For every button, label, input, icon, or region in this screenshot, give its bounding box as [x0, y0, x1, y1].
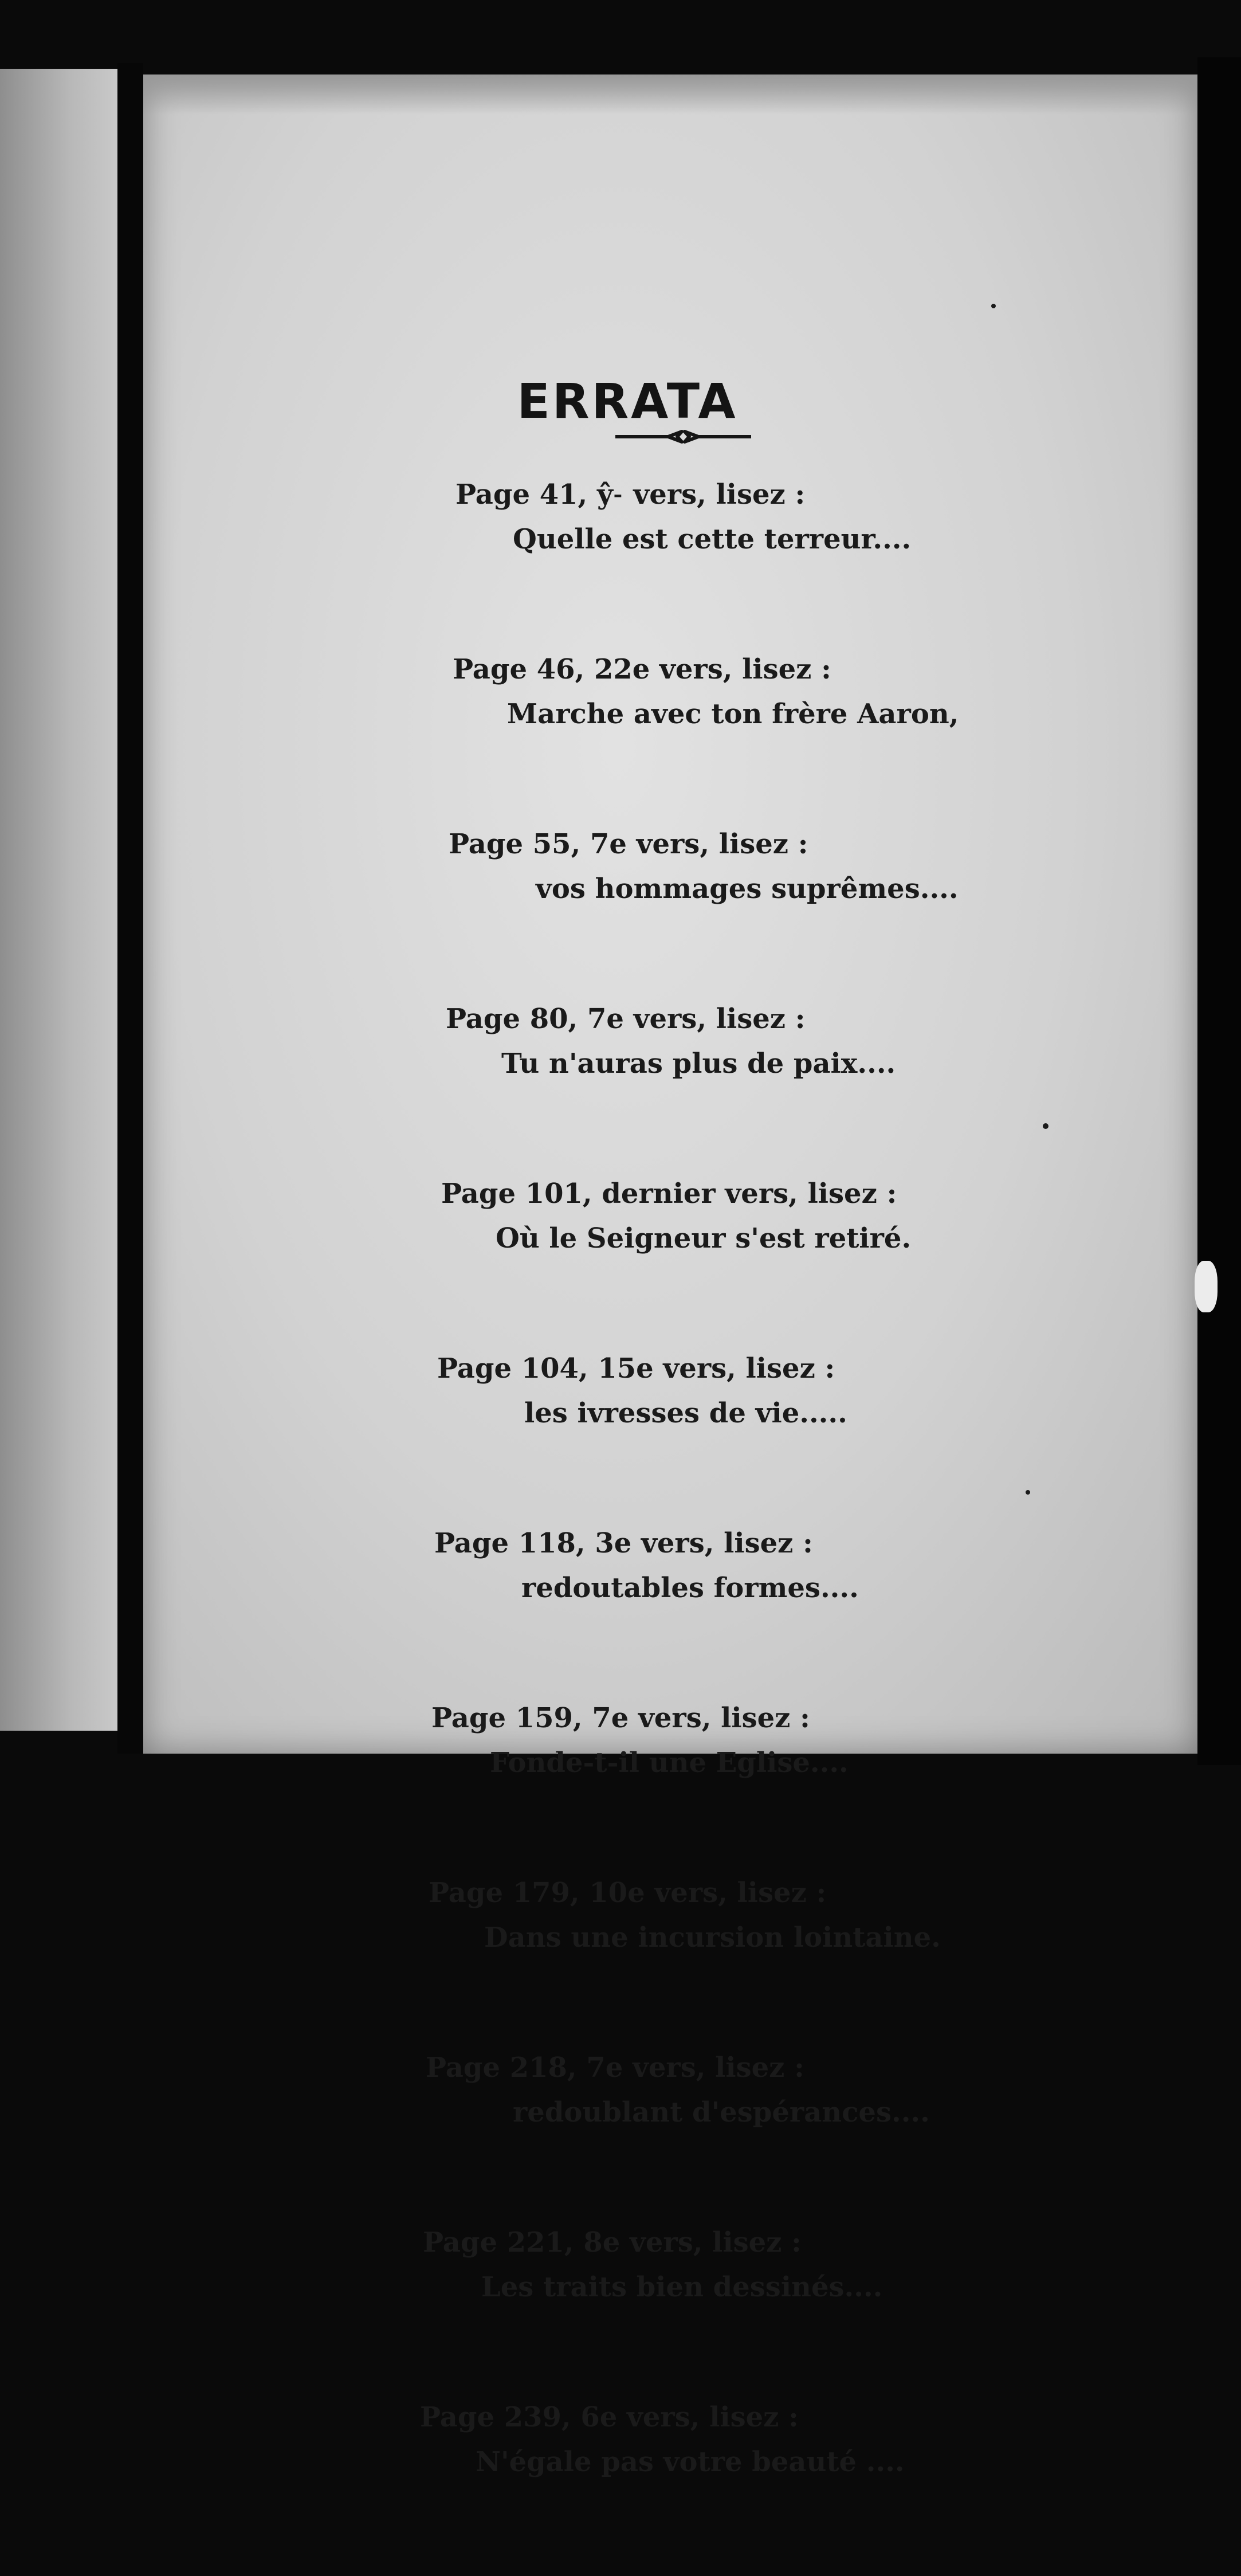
errata-entry	[0, 653, 1241, 828]
corrected-text: Fonde-t-il une Eglise....	[490, 1747, 849, 1779]
corrected-text: Quelle est cette terreur....	[513, 523, 912, 555]
page-reference: Page 179, 10e vers, lisez :	[429, 1877, 827, 1909]
page-reference: Page 218, 7e vers, lisez :	[426, 2052, 804, 2084]
errata-entry	[0, 2401, 1241, 2576]
page-top-edge	[143, 75, 1197, 115]
page-reference: Page 80, 7e vers, lisez :	[446, 1003, 806, 1035]
corrected-text: Marche avec ton frère Aaron,	[507, 698, 959, 730]
corrected-text: vos hommages suprêmes....	[536, 873, 959, 905]
page-reference: Page 101, dernier vers, lisez :	[441, 1178, 897, 1210]
page-reference: Page 104, 15e vers, lisez :	[437, 1352, 835, 1385]
page-reference: Page 239, 6e vers, lisez :	[420, 2401, 799, 2433]
errata-entry	[0, 1527, 1241, 1702]
page-reference: Page 55, 7e vers, lisez :	[449, 828, 808, 860]
errata-entry	[0, 1003, 1241, 1178]
corrected-text: redoutables formes....	[521, 1572, 859, 1604]
errata-entry	[0, 2052, 1241, 2226]
corrected-text: redoublant d'espérances....	[513, 2096, 930, 2128]
page-reference: Page 159, 7e vers, lisez :	[431, 1702, 810, 1734]
corrected-text: Les traits bien dessinés....	[481, 2271, 883, 2303]
ornament-divider	[613, 427, 753, 446]
page-reference: Page 46, 22e vers, lisez :	[453, 653, 831, 685]
page-reference: Page 221, 8e vers, lisez :	[423, 2226, 802, 2259]
page-reference: Page 118, 3e vers, lisez :	[434, 1527, 813, 1559]
page-title: ERRATA	[517, 373, 738, 430]
corrected-text: les ivresses de vie.....	[524, 1397, 847, 1429]
errata-entry	[0, 479, 1241, 653]
errata-entry	[0, 1877, 1241, 2052]
errata-entry	[0, 1178, 1241, 1352]
corrected-text: Dans une incursion lointaine.	[484, 1922, 941, 1954]
scan-speck	[991, 304, 996, 308]
errata-entry	[0, 1702, 1241, 1877]
corrected-text: Tu n'auras plus de paix....	[501, 1048, 896, 1080]
errata-entry	[0, 1352, 1241, 1527]
errata-list	[0, 479, 1241, 2576]
corrected-text: Où le Seigneur s'est retiré.	[496, 1222, 912, 1254]
page-reference: Page 41, ŷ˗ vers, lisez :	[455, 479, 806, 511]
errata-entry	[0, 2226, 1241, 2401]
errata-entry	[0, 828, 1241, 1003]
corrected-text: N'égale pas votre beauté ....	[476, 2446, 905, 2478]
